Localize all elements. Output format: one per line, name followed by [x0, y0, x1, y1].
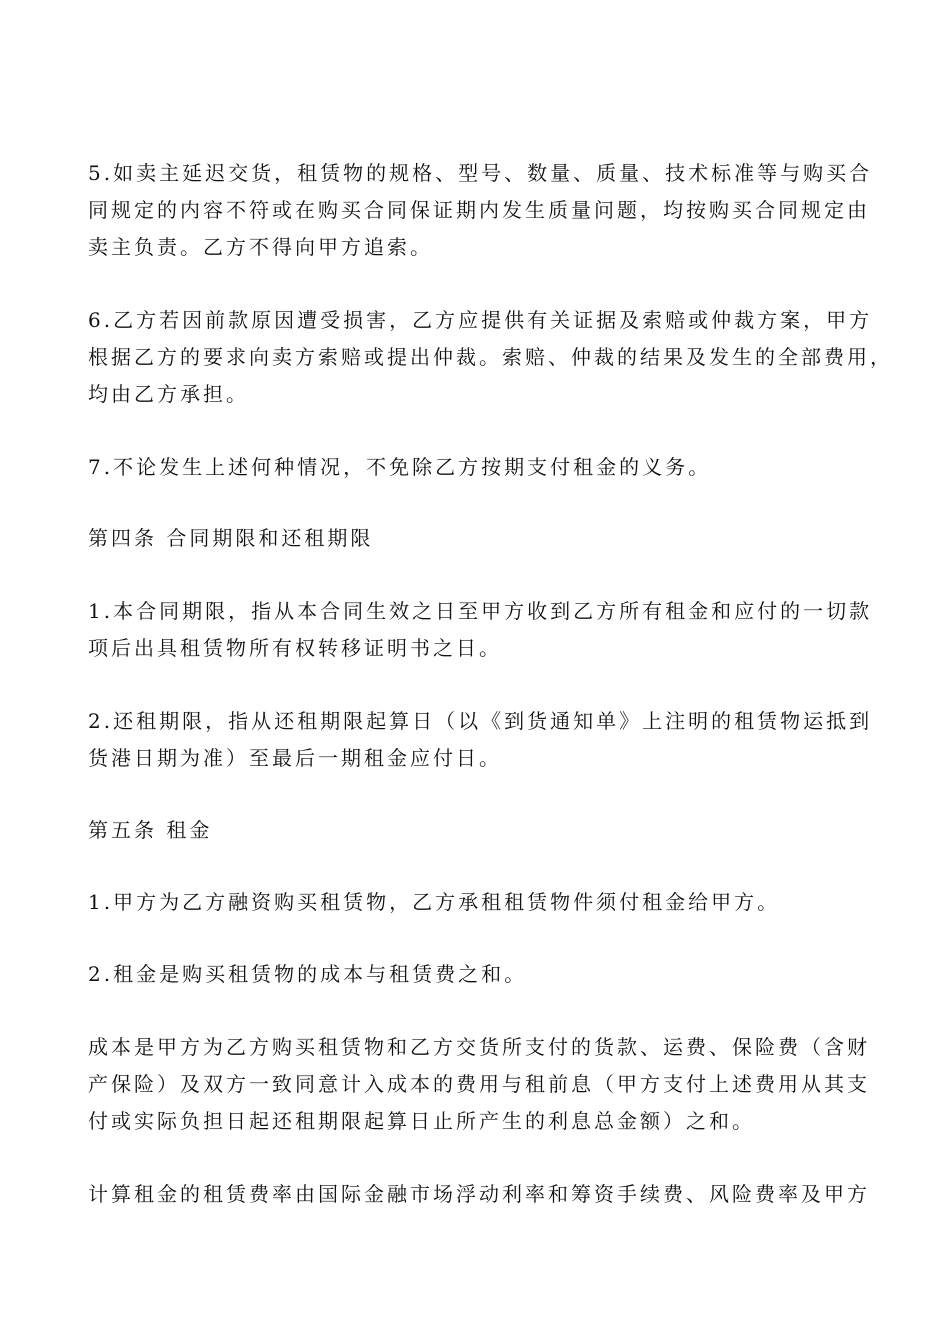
text-line: 1.本合同期限，指从本合同生效之日至甲方收到乙方所有租金和应付的一切款 — [88, 599, 873, 623]
text-line: 同规定的内容不符或在购买合同保证期内发生质量问题，均按购买合同规定由 — [88, 198, 870, 222]
rent-rate-definition — [88, 1176, 878, 1213]
text-line: 6.乙方若因前款原因遭受损害，乙方应提供有关证据及索赔或仲裁方案，甲方 — [88, 308, 873, 332]
text-line: 计算租金的租赁费率由国际金融市场浮动利率和筹资手续费、风险费率及甲方 — [88, 1182, 870, 1206]
text-line: 1.甲方为乙方融资购买租赁物，乙方承租租赁物件须付租金给甲方。 — [88, 890, 781, 914]
clause-5-item-1 — [88, 884, 878, 921]
clause-5-item-2 — [88, 956, 878, 993]
text-line: 2.租金是购买租赁物的成本与租赁费之和。 — [88, 962, 528, 986]
clause-3-item-5 — [88, 155, 878, 266]
text-line: 7.不论发生上述何种情况，不免除乙方按期支付租金的义务。 — [88, 455, 712, 479]
text-line: 2.还租期限，指从还租期限起算日（以《到货通知单》上注明的租赁物运抵到 — [88, 709, 873, 733]
section-heading: 第五条 租金 — [88, 818, 213, 842]
text-line: 项后出具租赁物所有权转移证明书之日。 — [88, 636, 502, 660]
text-line: 产保险）及双方一致同意计入成本的费用与租前息（甲方支付上述费用从其支 — [88, 1072, 870, 1096]
text-line: 均由乙方承担。 — [88, 382, 249, 406]
text-line: 根据乙方的要求向卖方索赔或提出仲裁。索赔、仲裁的结果及发生的全部费用， — [88, 345, 893, 369]
section-heading: 第四条 合同期限和还租期限 — [88, 526, 374, 550]
text-line: 付或实际负担日起还租期限起算日止所产生的利息总金额）之和。 — [88, 1109, 755, 1133]
clause-3-item-6 — [88, 302, 893, 413]
text-line: 卖主负责。乙方不得向甲方追索。 — [88, 235, 433, 259]
clause-4-item-1 — [88, 593, 878, 667]
clause-5-heading — [88, 812, 878, 849]
clause-4-item-2 — [88, 703, 878, 777]
text-line: 货港日期为准）至最后一期租金应付日。 — [88, 746, 502, 770]
text-line: 成本是甲方为乙方购买租赁物和乙方交货所支付的货款、运费、保险费（含财 — [88, 1035, 870, 1059]
text-line: 5.如卖主延迟交货，租赁物的规格、型号、数量、质量、技术标准等与购买合 — [88, 161, 873, 185]
cost-definition — [88, 1029, 878, 1140]
clause-4-heading — [88, 520, 878, 557]
clause-3-item-7 — [88, 449, 878, 486]
